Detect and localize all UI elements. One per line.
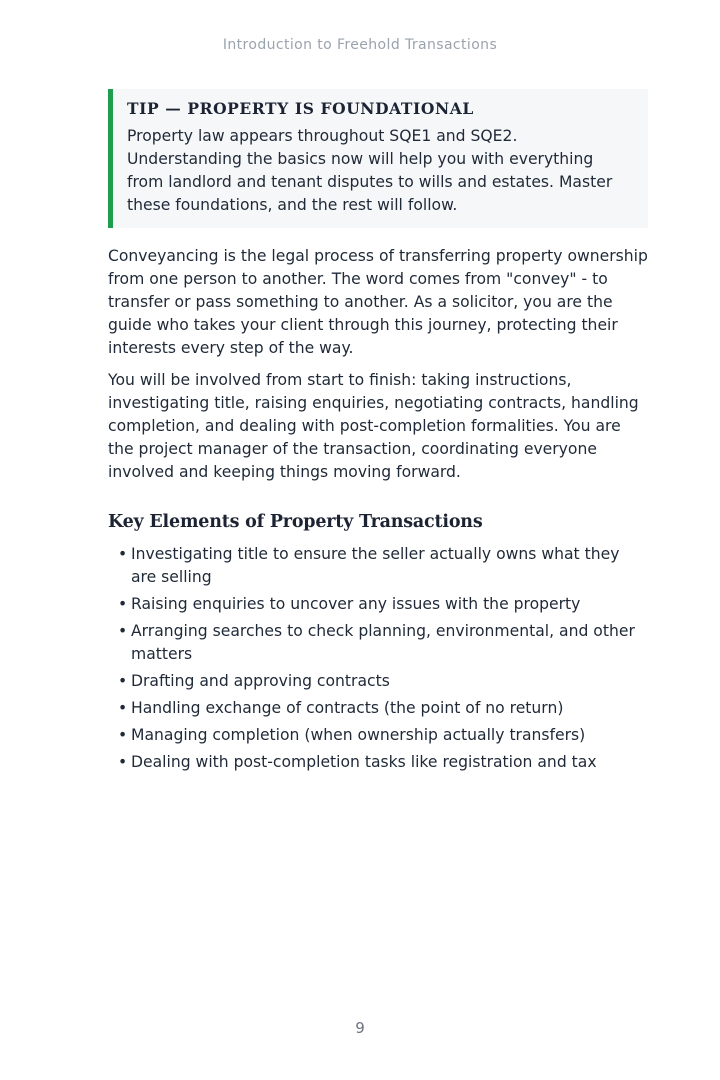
list-item	[118, 724, 648, 747]
bullet-icon: •	[118, 545, 128, 563]
list-item-text: Investigating title to ensure the seller actually owns what they are selling	[131, 545, 620, 586]
list-item-text: Raising enquiries to uncover any issues with the property	[131, 595, 581, 613]
list-item	[118, 670, 648, 693]
running-header: Introduction to Freehold Transactions	[222, 37, 498, 53]
list-item-text: Drafting and approving contracts	[131, 672, 390, 690]
bullet-icon: •	[118, 726, 128, 744]
list-item-text: Arranging searches to check planning, environmental, and other matters	[131, 622, 635, 663]
body-paragraph-conveyancing: Conveyancing is the legal process of transferring property ownership from one person to another. The word comes from "convey" - to transfer or pass something to another. As a solicitor, you are the guide who takes your client through this journey, protecting their interests every step of the way.	[108, 247, 648, 357]
list-item-text: Handling exchange of contracts (the point of no return)	[131, 699, 564, 717]
tip-callout	[108, 89, 648, 228]
list-item	[118, 697, 648, 720]
list-item	[118, 751, 648, 774]
list-item	[118, 593, 648, 616]
tip-body: Property law appears throughout SQE1 and SQE2. Understanding the basics now will help you with everything from landlord and tenant disputes to wills and estates. Master these foundations, and the rest will follow.	[127, 127, 613, 214]
bullet-icon: •	[118, 753, 128, 771]
list-item-text: Managing completion (when ownership actually transfers)	[131, 726, 586, 744]
section-heading: Key Elements of Property Transactions	[108, 512, 483, 532]
page-content	[108, 89, 648, 778]
list-item	[118, 543, 648, 589]
tip-title: TIP — PROPERTY IS FOUNDATIONAL	[127, 99, 474, 118]
body-paragraph-involvement: You will be involved from start to finish: taking instructions, investigating title, raising enquiries, negotiating contracts, handling completion, and dealing with post-completion formalities. You are the project manager of the transaction, coordinating everyone involved and keeping things moving forward.	[108, 371, 639, 481]
bullet-icon: •	[118, 595, 128, 613]
page-number: 9	[355, 1019, 365, 1037]
list-item	[118, 620, 648, 666]
bullet-icon: •	[118, 699, 128, 717]
list-item-text: Dealing with post-completion tasks like registration and tax	[131, 753, 597, 771]
bullet-icon: •	[118, 622, 128, 640]
key-elements-list	[108, 543, 648, 774]
bullet-icon: •	[118, 672, 128, 690]
